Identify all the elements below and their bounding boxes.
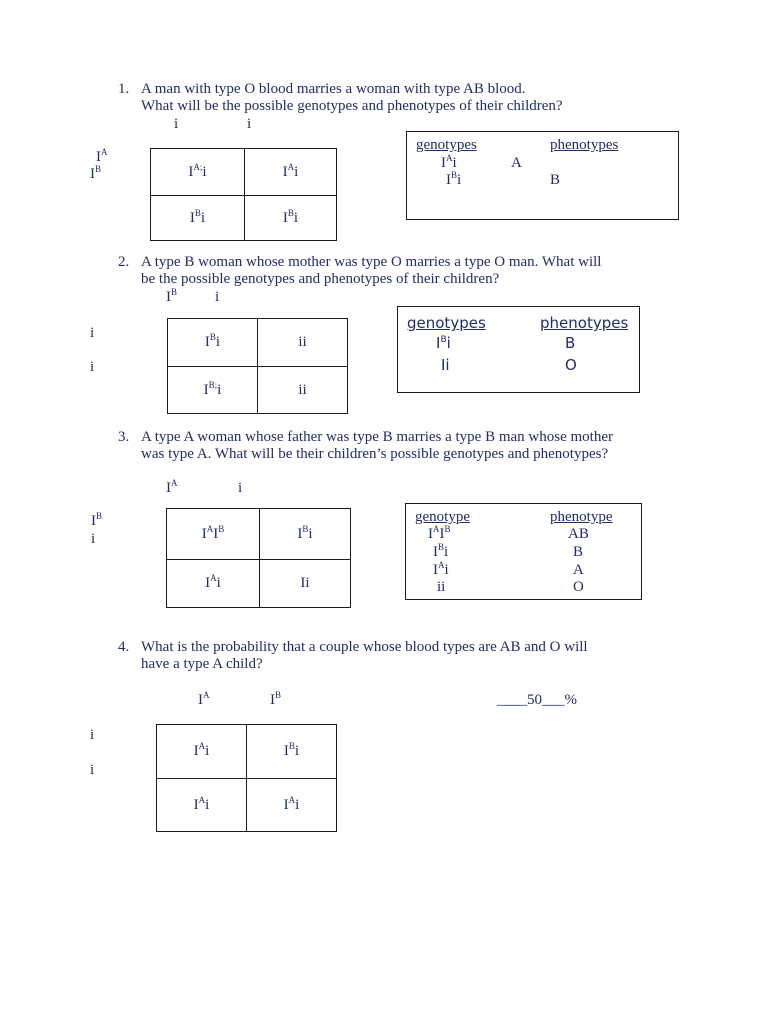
q1-phenotype-row-2: B <box>550 172 561 188</box>
q2-number: 2. <box>118 254 130 270</box>
q3-top-allele-2: i <box>238 480 243 496</box>
q1-genotypes-header: genotypes <box>416 137 477 153</box>
q4-number: 4. <box>118 639 130 655</box>
q2-genotypes-header: genotypes <box>407 314 486 332</box>
q2-phenotype-row-2: O <box>565 356 577 374</box>
q4-text-line2: have a type A child? <box>141 656 263 672</box>
q1-genotype-row-1: $I^Ai$ <box>441 153 457 171</box>
q1-punnett-square <box>150 148 337 241</box>
q1-phenotypes-header: phenotypes <box>550 137 619 153</box>
q4-text-line1: What is the probability that a couple whose blood types are AB and O will <box>141 639 588 655</box>
q3-number: 3. <box>118 429 130 445</box>
q3-side-allele-2: i <box>91 531 96 547</box>
q1-number: 1. <box>118 81 130 97</box>
q2-punnett-square <box>167 318 348 414</box>
q1-side-allele-2: $I^B$ <box>90 164 102 182</box>
q3-genotype-row-1: $I^AI^B$ <box>428 524 451 542</box>
q4-cell-r1c2: $I^Bi$ <box>247 725 337 779</box>
q3-genotype-header: genotype <box>415 509 470 525</box>
q2-cell-r1c2: ii <box>258 319 348 367</box>
q3-text-line1: A type A woman whose father was type B marries a type B man whose mother <box>141 429 613 445</box>
q3-phenotype-row-3: A <box>573 562 584 578</box>
q3-cell-r2c1: $I^Ai$ <box>167 560 260 608</box>
q1-side-allele-1: $I^A$ <box>96 147 108 165</box>
q3-phenotype-row-4: O <box>573 579 584 595</box>
q4-top-allele-1: $I^A$ <box>198 690 210 708</box>
q4-side-allele-1: i <box>90 727 95 743</box>
q4-cell-r2c1: $I^Ai$ <box>157 779 247 832</box>
q4-cell-r2c2: $I^Ai$ <box>247 779 337 832</box>
q2-cell-r1c1: $I^Bi$ <box>168 319 258 367</box>
q3-cell-r1c1: $I^AI^B$ <box>167 509 260 560</box>
q3-phenotype-row-2: B <box>573 544 584 560</box>
q4-answer: ____50___% <box>497 692 577 708</box>
q3-side-allele-1: $I^B$ <box>91 511 103 529</box>
q1-cell-r1c2: $I^Ai$ <box>245 149 337 196</box>
q3-punnett-square <box>166 508 351 608</box>
q2-genotype-row-1: $I^Bi$ <box>436 334 451 352</box>
q4-top-allele-2: $I^B$ <box>270 690 282 708</box>
q3-phenotype-row-1: AB <box>568 526 589 542</box>
q2-text-line1: A type B woman whose mother was type O marries a type O man. What will <box>141 254 602 270</box>
q1-phenotype-row-1: A <box>511 155 522 171</box>
q4-side-allele-2: i <box>90 762 95 778</box>
q1-text-line1: A man with type O blood marries a woman with type AB blood. <box>141 81 526 97</box>
q2-side-allele-2: i <box>90 359 95 375</box>
q1-genotype-row-2: $I^Bi$ <box>446 170 462 188</box>
q3-phenotype-header: phenotype <box>550 509 613 525</box>
q1-top-allele-2: i <box>247 116 252 132</box>
q3-genotype-row-3: $I^Ai$ <box>433 560 449 578</box>
q2-phenotype-row-1: B <box>565 334 576 352</box>
q2-top-allele-2: i <box>215 289 220 305</box>
q1-cell-r2c2: $I^Bi$ <box>245 196 337 241</box>
q3-cell-r1c2: $I^Bi$ <box>260 509 351 560</box>
q3-genotype-row-2: $I^Bi$ <box>433 542 449 560</box>
q3-top-allele-1: $I^A$ <box>166 478 178 496</box>
q1-text-line2: What will be the possible genotypes and phenotypes of their children? <box>141 98 563 114</box>
q2-cell-r2c1: $I^{B;}i$ <box>168 367 258 414</box>
q1-top-allele-1: i <box>174 116 179 132</box>
q2-side-allele-1: i <box>90 325 95 341</box>
q2-text-line2: be the possible genotypes and phenotypes of their children? <box>141 271 500 287</box>
q2-cell-r2c2: ii <box>258 367 348 414</box>
q2-genotype-row-2: Ii <box>441 356 450 374</box>
q4-cell-r1c1: $I^Ai$ <box>157 725 247 779</box>
q1-cell-r1c1: $I^{A;}i$ <box>151 149 245 196</box>
q2-top-allele-1: $I^B$ <box>166 287 178 305</box>
q1-cell-r2c1: $I^Bi$ <box>151 196 245 241</box>
q4-punnett-square <box>156 724 337 832</box>
q2-phenotypes-header: phenotypes <box>540 314 629 332</box>
q3-text-line2: was type A. What will be their children’s possible genotypes and phenotypes? <box>141 446 609 462</box>
q3-cell-r2c2: Ii <box>260 560 351 608</box>
q3-genotype-row-4: ii <box>437 579 446 595</box>
